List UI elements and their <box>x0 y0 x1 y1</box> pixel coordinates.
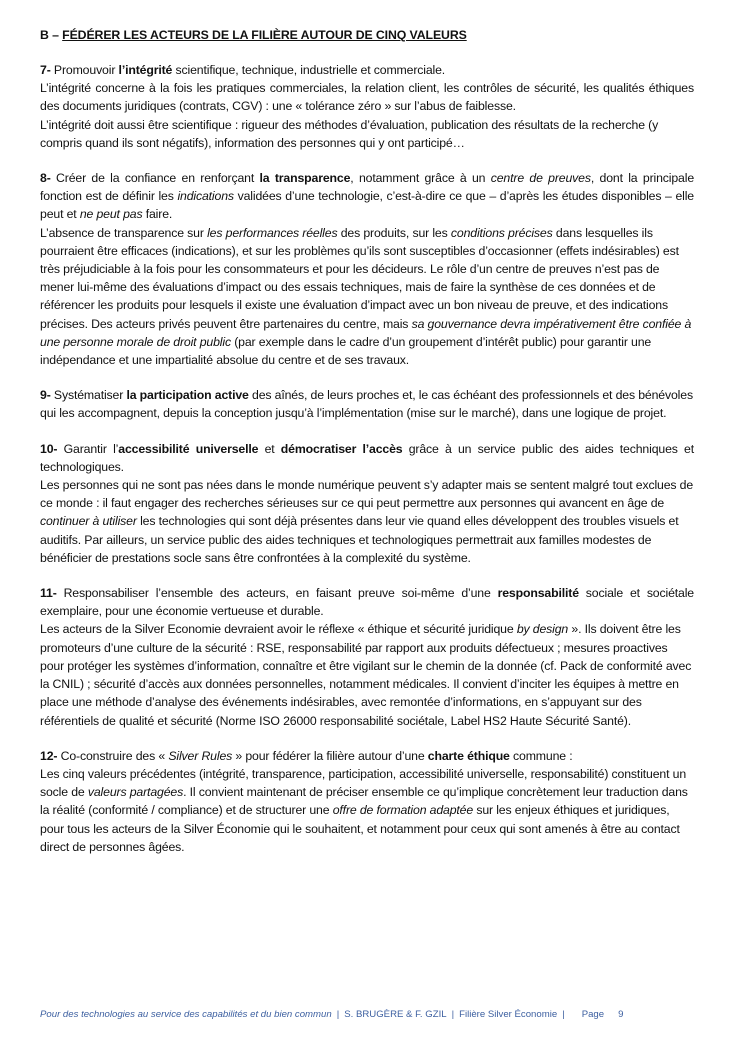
paragraph <box>40 61 694 79</box>
paragraph <box>40 765 694 856</box>
italic-text: ne peut pas <box>79 207 143 222</box>
text-run: les technologies qui sont déjà présentes dans leur vie quand elles développent des troubles visuels et auditifs. Par ailleurs, un service public des aides techniques et technologiques permettrait aux familles modestes de bénéficier de prestations socle sans être confrontées à la complexité du système. <box>40 514 679 565</box>
paragraph <box>40 620 694 729</box>
text-run: commune : <box>509 748 573 763</box>
text-run: et <box>258 441 281 456</box>
footer-program: Filière Silver Économie <box>459 1009 558 1020</box>
text-run: sociale et sociétale exemplaire, pour une économie vertueuse et durable. <box>40 586 694 619</box>
section-heading <box>40 26 694 44</box>
paragraph <box>40 584 694 620</box>
section-heading-title: FÉDÉRER LES ACTEURS DE LA FILIÈRE AUTOUR DE CINQ VALEURS <box>62 28 467 42</box>
bold-text: l’intégrité <box>118 63 173 77</box>
numbered-section <box>40 386 694 422</box>
numbered-section <box>40 440 694 567</box>
footer-separator: | <box>451 1009 455 1020</box>
text-run: Responsabiliser l’ensemble des acteurs, en faisant preuve soi-même d’une <box>63 586 498 601</box>
bold-text: 11- <box>40 586 64 601</box>
text-run: Les acteurs de la Silver Economie devraient avoir le réflexe « éthique et sécurité juridique <box>40 622 517 637</box>
text-run: sur les enjeux éthiques et juridiques, pour tous les acteurs de la Silver Économie qui le souhaitent, et notamment pour ceux qui sont amenés à être au contact direct de personnes âgées. <box>40 803 680 854</box>
text-run: Les personnes qui ne sont pas nées dans le monde numérique peuvent s’y adapter mais se sentent malgré tout exclues de ce monde : il faut engager des recherches sérieuses sur ce qui peut permettre aux personnes qui avancent en âge de <box>40 478 694 511</box>
paragraph <box>40 79 694 115</box>
paragraph <box>40 224 694 370</box>
paragraph <box>40 116 694 152</box>
footer-tagline: Pour des technologies au service des capabilités et du bien commun <box>40 1009 332 1020</box>
text-run: faire. <box>142 207 173 222</box>
bold-text: démocratiser l’accès <box>280 441 403 456</box>
numbered-section <box>40 747 694 856</box>
footer-separator: | <box>336 1009 340 1020</box>
italic-text: conditions précises <box>450 225 553 240</box>
numbered-section <box>40 61 694 152</box>
footer-page-number: 9 <box>618 1009 624 1020</box>
bold-text: la participation active <box>126 388 249 403</box>
italic-text: indications <box>177 189 234 204</box>
bold-text: la transparence <box>259 171 351 186</box>
text-run: Les cinq valeurs précédentes (intégrité, transparence, participation, accessibilité universelle, responsabilité) constituent un socle de <box>40 766 687 800</box>
numbered-section <box>40 169 694 369</box>
italic-text: offre de formation adaptée <box>332 803 474 818</box>
italic-text: valeurs partagées <box>87 785 184 800</box>
text-run: scientifique, technique, industrielle et commerciale. <box>172 63 446 77</box>
text-run: validées d’une technologie, c’est-à-dire ce que – d’après les études disponibles – elle peut et <box>40 189 694 222</box>
text-run: , dont la principale fonction est de définir les <box>40 171 695 204</box>
page-content <box>40 26 694 873</box>
text-run: L’intégrité concerne à la fois les pratiques commerciales, la relation client, les contrôles de sécurité, les qualités éthiques des documents juridiques (contrats, CGV) : une « tolérance zéro » sur l’abus de faiblesse. <box>40 81 694 114</box>
text-run: Garantir l’ <box>63 441 119 456</box>
paragraph <box>40 747 694 765</box>
bold-text: 10- <box>40 441 64 456</box>
bold-text: responsabilité <box>497 586 579 601</box>
page-footer <box>40 1008 704 1022</box>
text-run: . Il convient maintenant de préciser ensemble ce qu’implique concrètement leur traduction dans la réalité (conformité / compliance) et de structurer une <box>40 785 688 818</box>
bold-text: 12- <box>40 748 61 763</box>
italic-text: Silver Rules <box>168 748 233 763</box>
footer-authors: S. BRUGÈRE & F. GZIL <box>344 1009 447 1020</box>
bold-text: 7- <box>40 63 54 77</box>
text-run: , notamment grâce à un <box>350 171 491 186</box>
text-run: Co-construire des « <box>60 748 169 763</box>
paragraph <box>40 476 694 567</box>
text-run: Systématiser <box>53 388 127 403</box>
text-run: L’intégrité doit aussi être scientifique : rigueur des méthodes d’évaluation, publication des résultats de la recherche (y compris quand ils sont négatifs), information des personnes qui y ont participé… <box>40 117 659 150</box>
footer-page-label: Page <box>581 1009 605 1020</box>
paragraph <box>40 169 694 224</box>
bold-text: 9- <box>40 388 54 403</box>
bold-text: charte éthique <box>427 748 510 763</box>
text-run: grâce à un service public des aides techniques et technologiques. <box>40 441 694 474</box>
text-run: dans lesquelles ils pourraient être efficaces (indications), et sur les problèmes qu’ils sont susceptibles d’occasionner (effets indésirables) est très préjudiciable à la fois pour les consommateurs et pour les décideurs. Le rôle d’un centre de preuves n’est pas de mener lui-même des évaluations d’impact ou des essais techniques, mais de faire la synthèse de ces données et de référencer les produits pour lesquels il existe une évaluation d’impact avec un bon niveau de preuve, et des indications précises. Des acteurs privés peuvent être partenaires du centre, mais <box>40 225 679 331</box>
italic-text: continuer à utiliser <box>40 514 137 529</box>
text-run: L’absence de transparence sur <box>40 225 208 240</box>
text-run: Promouvoir <box>53 63 119 77</box>
italic-text: sa gouvernance devra impérativement être confiée à une personne morale de droit public <box>40 316 692 349</box>
numbered-section <box>40 584 694 730</box>
sections-container <box>40 61 694 856</box>
paragraph <box>40 440 694 476</box>
text-run: Créer de la confiance en renforçant <box>56 171 260 186</box>
text-run: (par exemple dans le cadre d’un groupement d’intérêt public) pour garantir une indépendance et une impartialité absolue du centre et de ses travaux. <box>40 334 652 368</box>
text-run: ». Ils doivent être les promoteurs d’une culture de la sécurité : RSE, responsabilité par rapport aux produits défectueux ; mesures proactives pour protéger les systèmes d’information, connaître et être vigilant sur le chemin de la donnée (cf. Pack de conformité avec la CNIL) ; sécurité d’accès aux données personnelles, notamment médicales. Il convient d’inciter les équipes à mettre en place une méthode d’analyse des événements indésirables, avec remontée d’informations, en s’appuyant sur des référentiels de qualité et sécurité (Norme ISO 26000 responsabilité sociétale, Label HS2 Haute Sécurité Santé). <box>40 622 692 728</box>
bold-text: 8- <box>40 171 57 186</box>
italic-text: les performances réelles <box>207 225 338 240</box>
text-run: des aînés, de leurs proches et, le cas échéant des professionnels et des bénévoles qui les accompagnent, depuis la conception jusqu’à l’implémentation (mise sur le marché), dans une logique de projet. <box>40 388 693 421</box>
section-heading-prefix: B – <box>40 28 63 42</box>
italic-text: centre de preuves <box>490 171 591 186</box>
footer-separator: | <box>562 1009 565 1020</box>
paragraph <box>40 386 694 422</box>
italic-text: by design <box>516 622 569 637</box>
text-run: » pour fédérer la filière autour d’une <box>232 748 428 763</box>
text-run: des produits, sur les <box>337 225 451 240</box>
bold-text: accessibilité universelle <box>118 441 259 456</box>
